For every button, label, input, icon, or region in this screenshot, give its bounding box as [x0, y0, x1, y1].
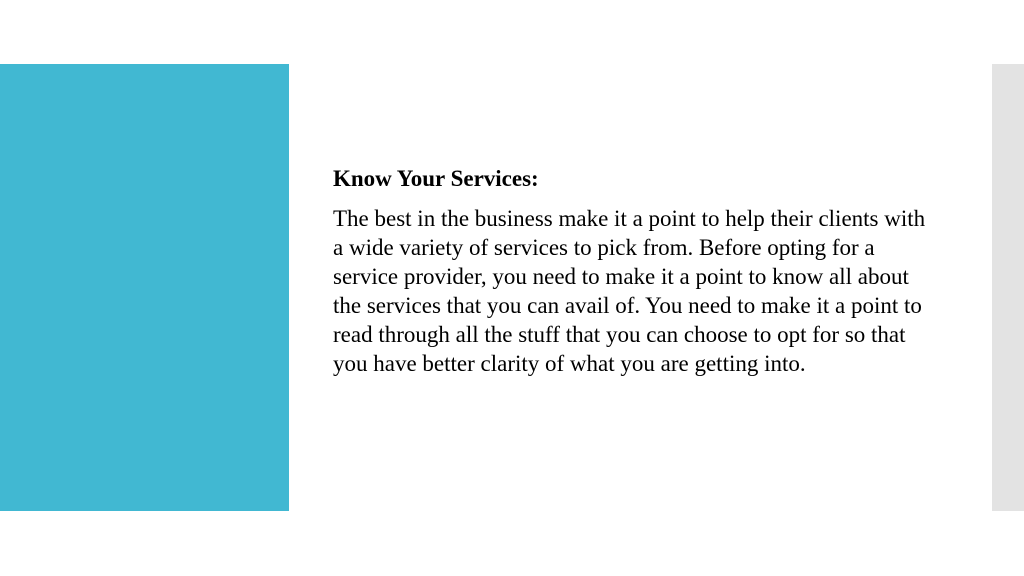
side-bar — [992, 64, 1024, 511]
slide-content — [333, 164, 933, 378]
accent-panel — [0, 64, 289, 511]
slide-body-text: The best in the business make it a point to help their clients with a wide variety of services to pick from. Before opting for a service provider, you need to make it a point to know all about the services that you can avail of. You need to make it a point to read through all the stuff that you can choose to opt for so that you have better clarity of what you are getting into. — [333, 206, 926, 376]
slide-heading: Know Your Services: — [333, 166, 539, 191]
